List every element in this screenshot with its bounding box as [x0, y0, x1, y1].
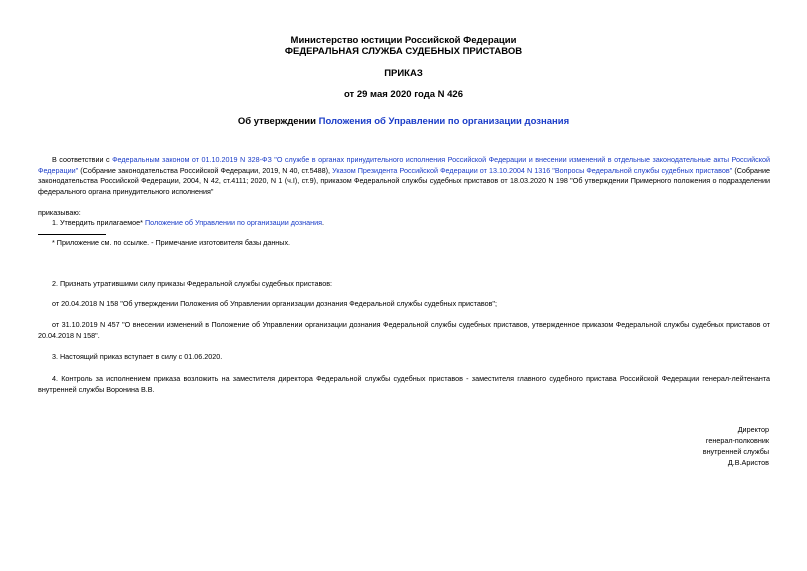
item-2a: от 20.04.2018 N 158 "Об утверждении Положения об Управлении организации дознания Федеральной службы судебных приставов";: [52, 299, 497, 308]
ministry-heading: Министерство юстиции Российской Федерации: [290, 35, 517, 46]
signature-title: Директор: [737, 425, 769, 434]
regulation-link[interactable]: Положение об Управлении по организации дознания: [144, 218, 323, 227]
item-3: 3. Настоящий приказ вступает в силу с 01.06.2020.: [52, 352, 223, 361]
date-number: от 29 мая 2020 года N 426: [343, 89, 464, 100]
item-2: 2. Признать утратившими силу приказы Федеральной службы судебных приставов:: [52, 279, 333, 288]
item-1-text: 1. Утвердить прилагаемое*: [52, 218, 145, 227]
item-4: 4. Контроль за исполнением приказа возложить на заместителя директора Федеральной службы судебных приставов - заместителя главного судебного пристава Российской Федерации генерал-лейтенанта внутренней службы Воронина В.В.: [38, 374, 770, 394]
presidential-decree-link[interactable]: Указом Президента Российской Федерации от 13.10.2004 N 1316 "Вопросы Федеральной службы судебных приставов": [332, 165, 733, 175]
order-word: приказываю:: [38, 208, 81, 217]
footnote: * Приложение см. по ссылке. - Примечание изготовителя базы данных.: [52, 238, 291, 247]
title-link[interactable]: Положения об Управлении по организации дознания: [318, 116, 570, 127]
federal-law-link[interactable]: Федеральным законом от 01.10.2019 N 328-ФЗ "О службе в органах принудительного исполнения Российской Федерации и внесении изменений в отдельные законодательные акты Российской Федерации": [38, 155, 771, 175]
signature-service: внутренней службы: [702, 447, 769, 456]
item-1: [52, 218, 324, 229]
footnote-divider: [38, 234, 106, 235]
item-2b: от 31.10.2019 N 457 "О внесении изменений в Положение об Управлении организации дознания Федеральной службы судебных приставов, утвержденное приказом Федеральной службы судебных приставов от 20.04.2018 N 158".: [38, 320, 770, 340]
preamble-paragraph: [38, 155, 770, 197]
document-title: [0, 116, 807, 127]
service-heading: ФЕДЕРАЛЬНАЯ СЛУЖБА СУДЕБНЫХ ПРИСТАВОВ: [284, 46, 523, 57]
signature-rank: генерал-полковник: [705, 436, 769, 445]
signature-name: Д.В.Аристов: [727, 458, 769, 467]
preamble-text-3: (Собрание законодательства Российской Федерации, 2004, N 42, ст.4111; 2020, N 1 (ч.I), ст.9), приказом Федеральной службы судебных приставов от 18.03.2020 N 198 "Об утверждении Примерного положения о подразделении федерального органа принудительного исполнения": [38, 165, 771, 196]
signature-block: [703, 424, 769, 468]
item-1-end: .: [322, 218, 325, 227]
title-prefix: Об утверждении: [237, 116, 319, 127]
preamble-text-1: В соответствии с: [52, 155, 113, 164]
doc-type-heading: ПРИКАЗ: [384, 68, 423, 79]
preamble-text-2: (Собрание законодательства Российской Федерации, 2019, N 40, ст.5488),: [78, 165, 333, 175]
